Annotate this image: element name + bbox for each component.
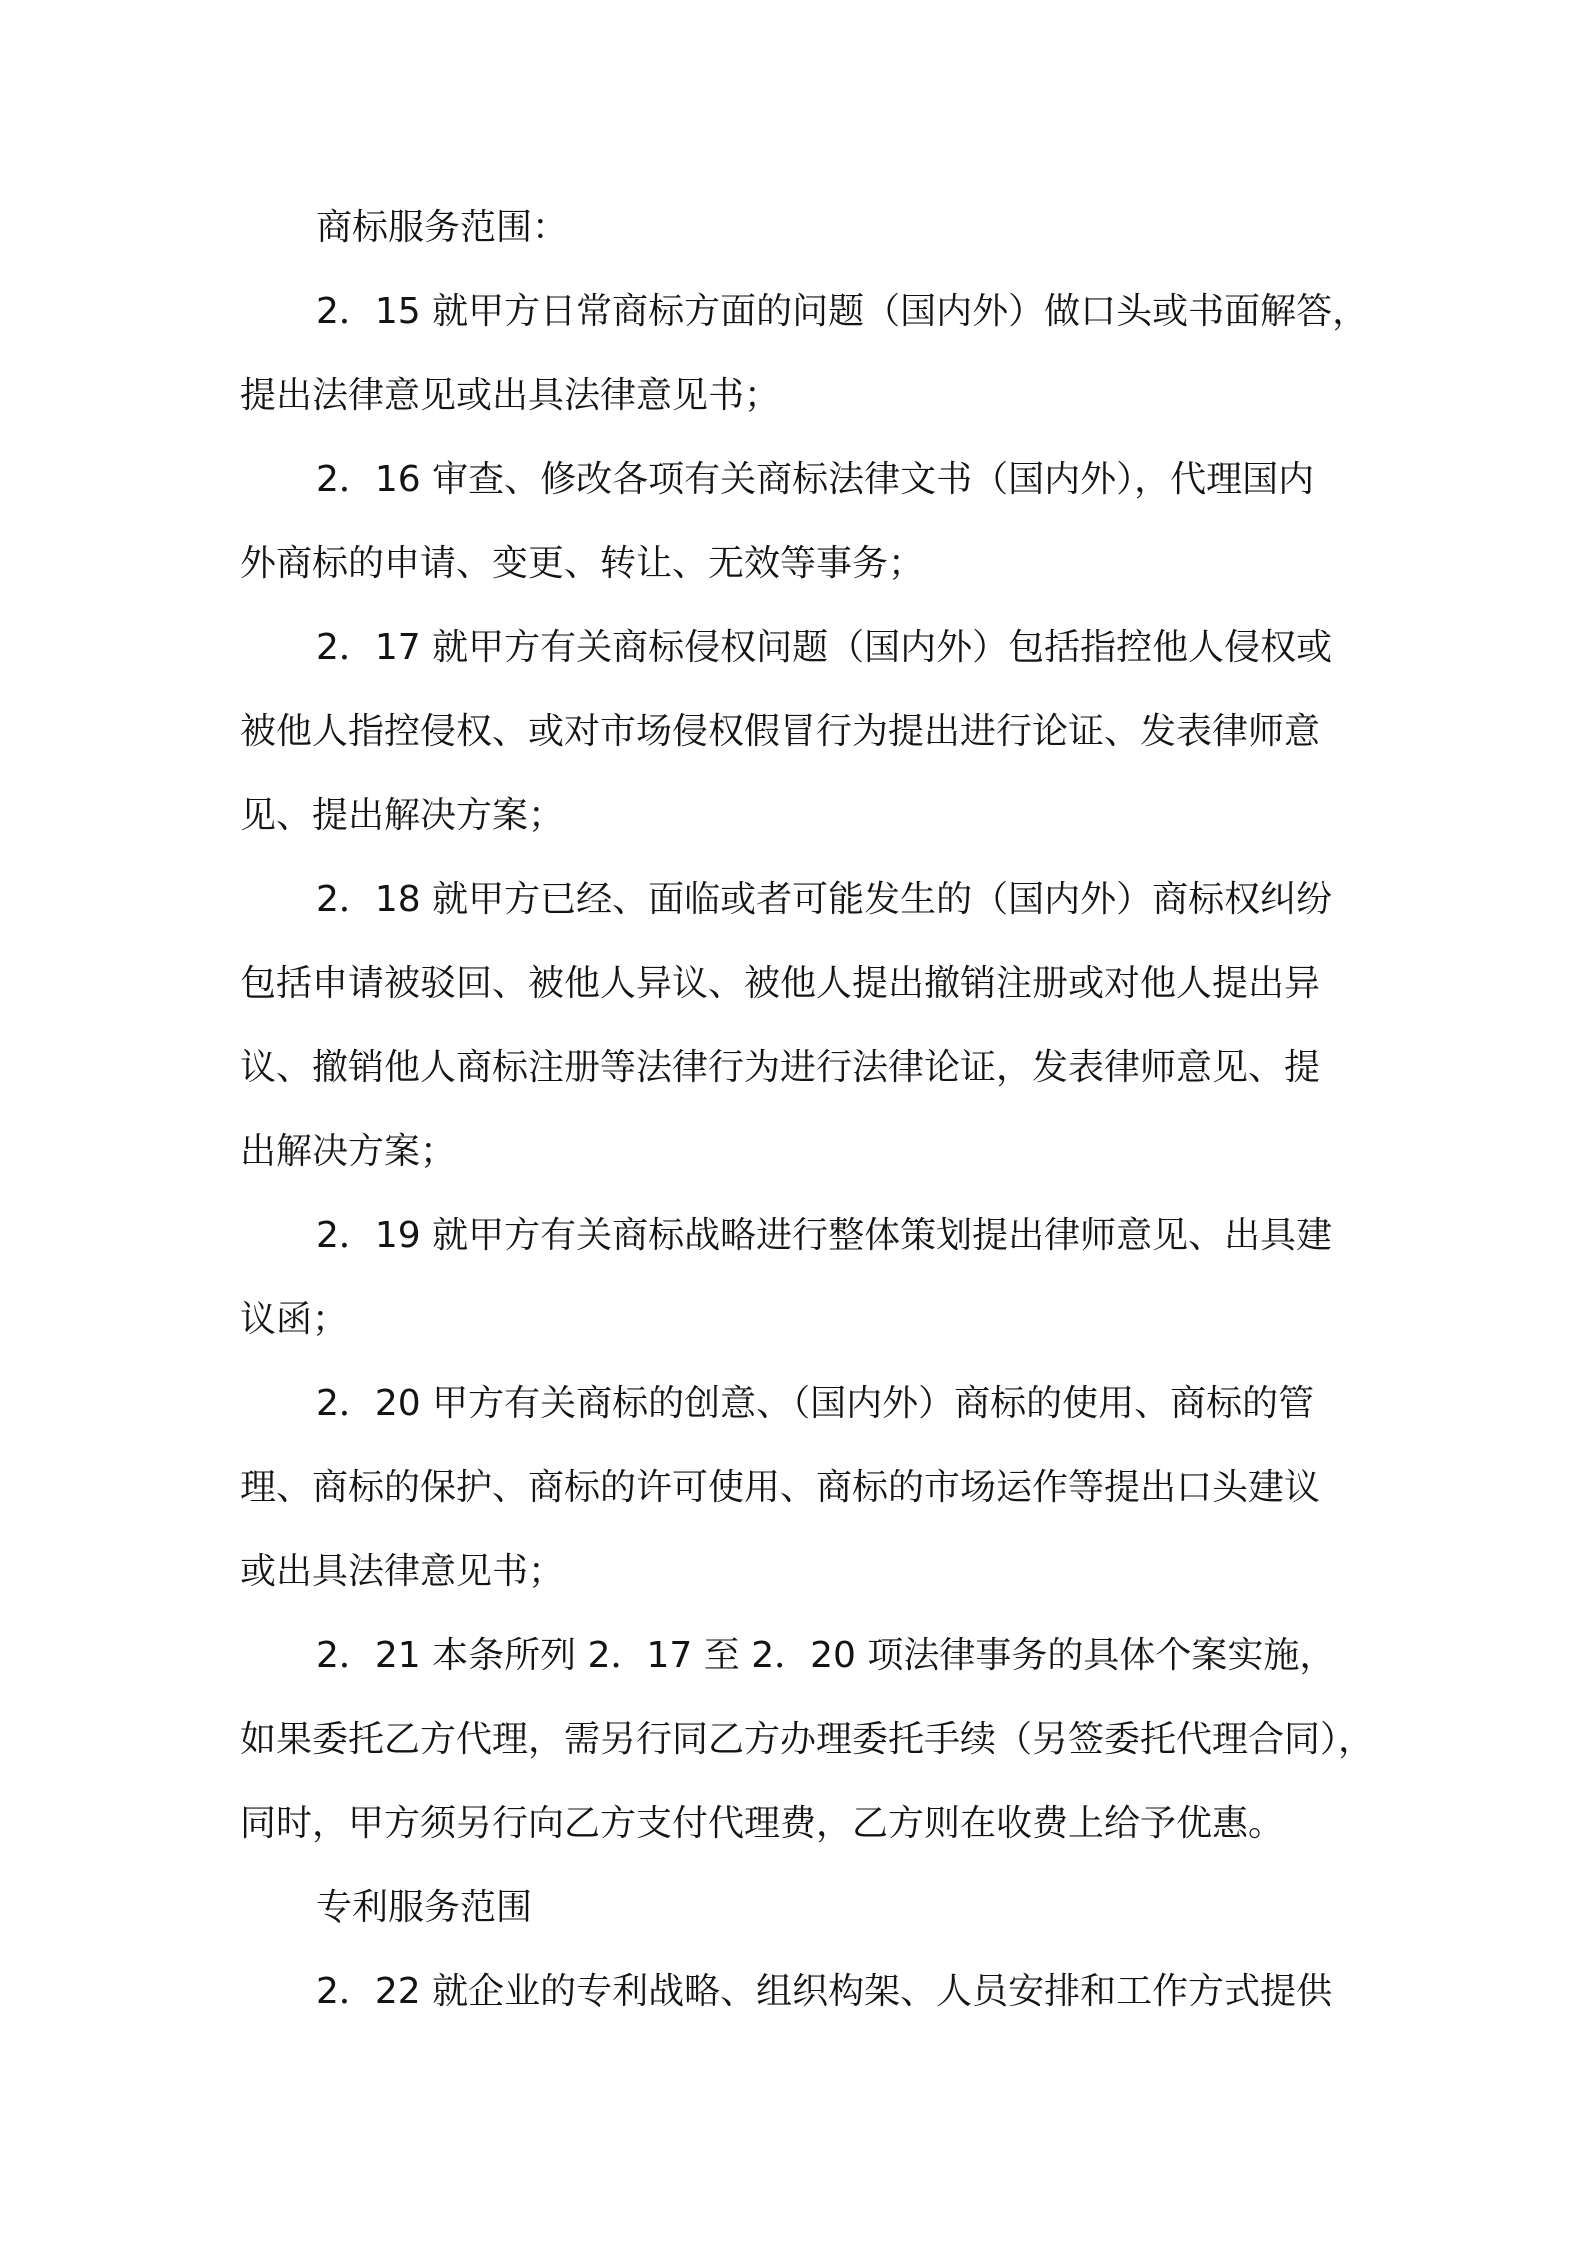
clause-2-19-line-2: 议函；	[240, 1299, 349, 1340]
clause-2-16-line-2: 外商标的申请、变更、转让、无效等事务；	[240, 543, 925, 584]
clause-2-22-line-1: 2．22 就企业的专利战略、组织构架、人员安排和工作方式提供	[316, 1971, 1333, 2012]
clause-2-18-line-4: 出解决方案；	[240, 1131, 457, 1172]
section-heading-trademark: 商标服务范围：	[316, 207, 569, 248]
clause-2-20-line-1: 2．20 甲方有关商标的创意、（国内外）商标的使用、商标的管	[316, 1383, 1315, 1424]
clause-2-21-line-3: 同时，甲方须另行向乙方支付代理费，乙方则在收费上给予优惠。	[240, 1803, 1285, 1844]
clause-2-15-line-1: 2．15 就甲方日常商标方面的问题（国内外）做口头或书面解答，	[316, 291, 1369, 332]
clause-2-21-line-1: 2．21 本条所列 2．17 至 2．20 项法律事务的具体个案实施，	[316, 1635, 1336, 1676]
clause-2-19-line-1: 2．19 就甲方有关商标战略进行整体策划提出律师意见、出具建	[316, 1215, 1333, 1256]
clause-2-21-line-2: 如果委托乙方代理，需另行同乙方办理委托手续（另签委托代理合同），	[240, 1719, 1375, 1760]
clause-2-17-line-1: 2．17 就甲方有关商标侵权问题（国内外）包括指控他人侵权或	[316, 627, 1333, 668]
clause-2-18-line-2: 包括申请被驳回、被他人异议、被他人提出撤销注册或对他人提出异	[240, 963, 1321, 1004]
clause-2-18-line-1: 2．18 就甲方已经、面临或者可能发生的（国内外）商标权纠纷	[316, 879, 1333, 920]
section-heading-patent: 专利服务范围	[316, 1887, 533, 1928]
clause-2-20-line-2: 理、商标的保护、商标的许可使用、商标的市场运作等提出口头建议	[240, 1467, 1321, 1508]
clause-2-16-line-1: 2．16 审查、修改各项有关商标法律文书（国内外），代理国内	[316, 459, 1315, 500]
clause-2-20-line-3: 或出具法律意见书；	[240, 1551, 565, 1592]
clause-2-17-line-2: 被他人指控侵权、或对市场侵权假冒行为提出进行论证、发表律师意	[240, 711, 1321, 752]
clause-2-17-line-3: 见、提出解决方案；	[240, 795, 565, 836]
clause-2-18-line-3: 议、撤销他人商标注册等法律行为进行法律论证，发表律师意见、提	[240, 1047, 1321, 1088]
clause-2-15-line-2: 提出法律意见或出具法律意见书；	[240, 375, 781, 416]
